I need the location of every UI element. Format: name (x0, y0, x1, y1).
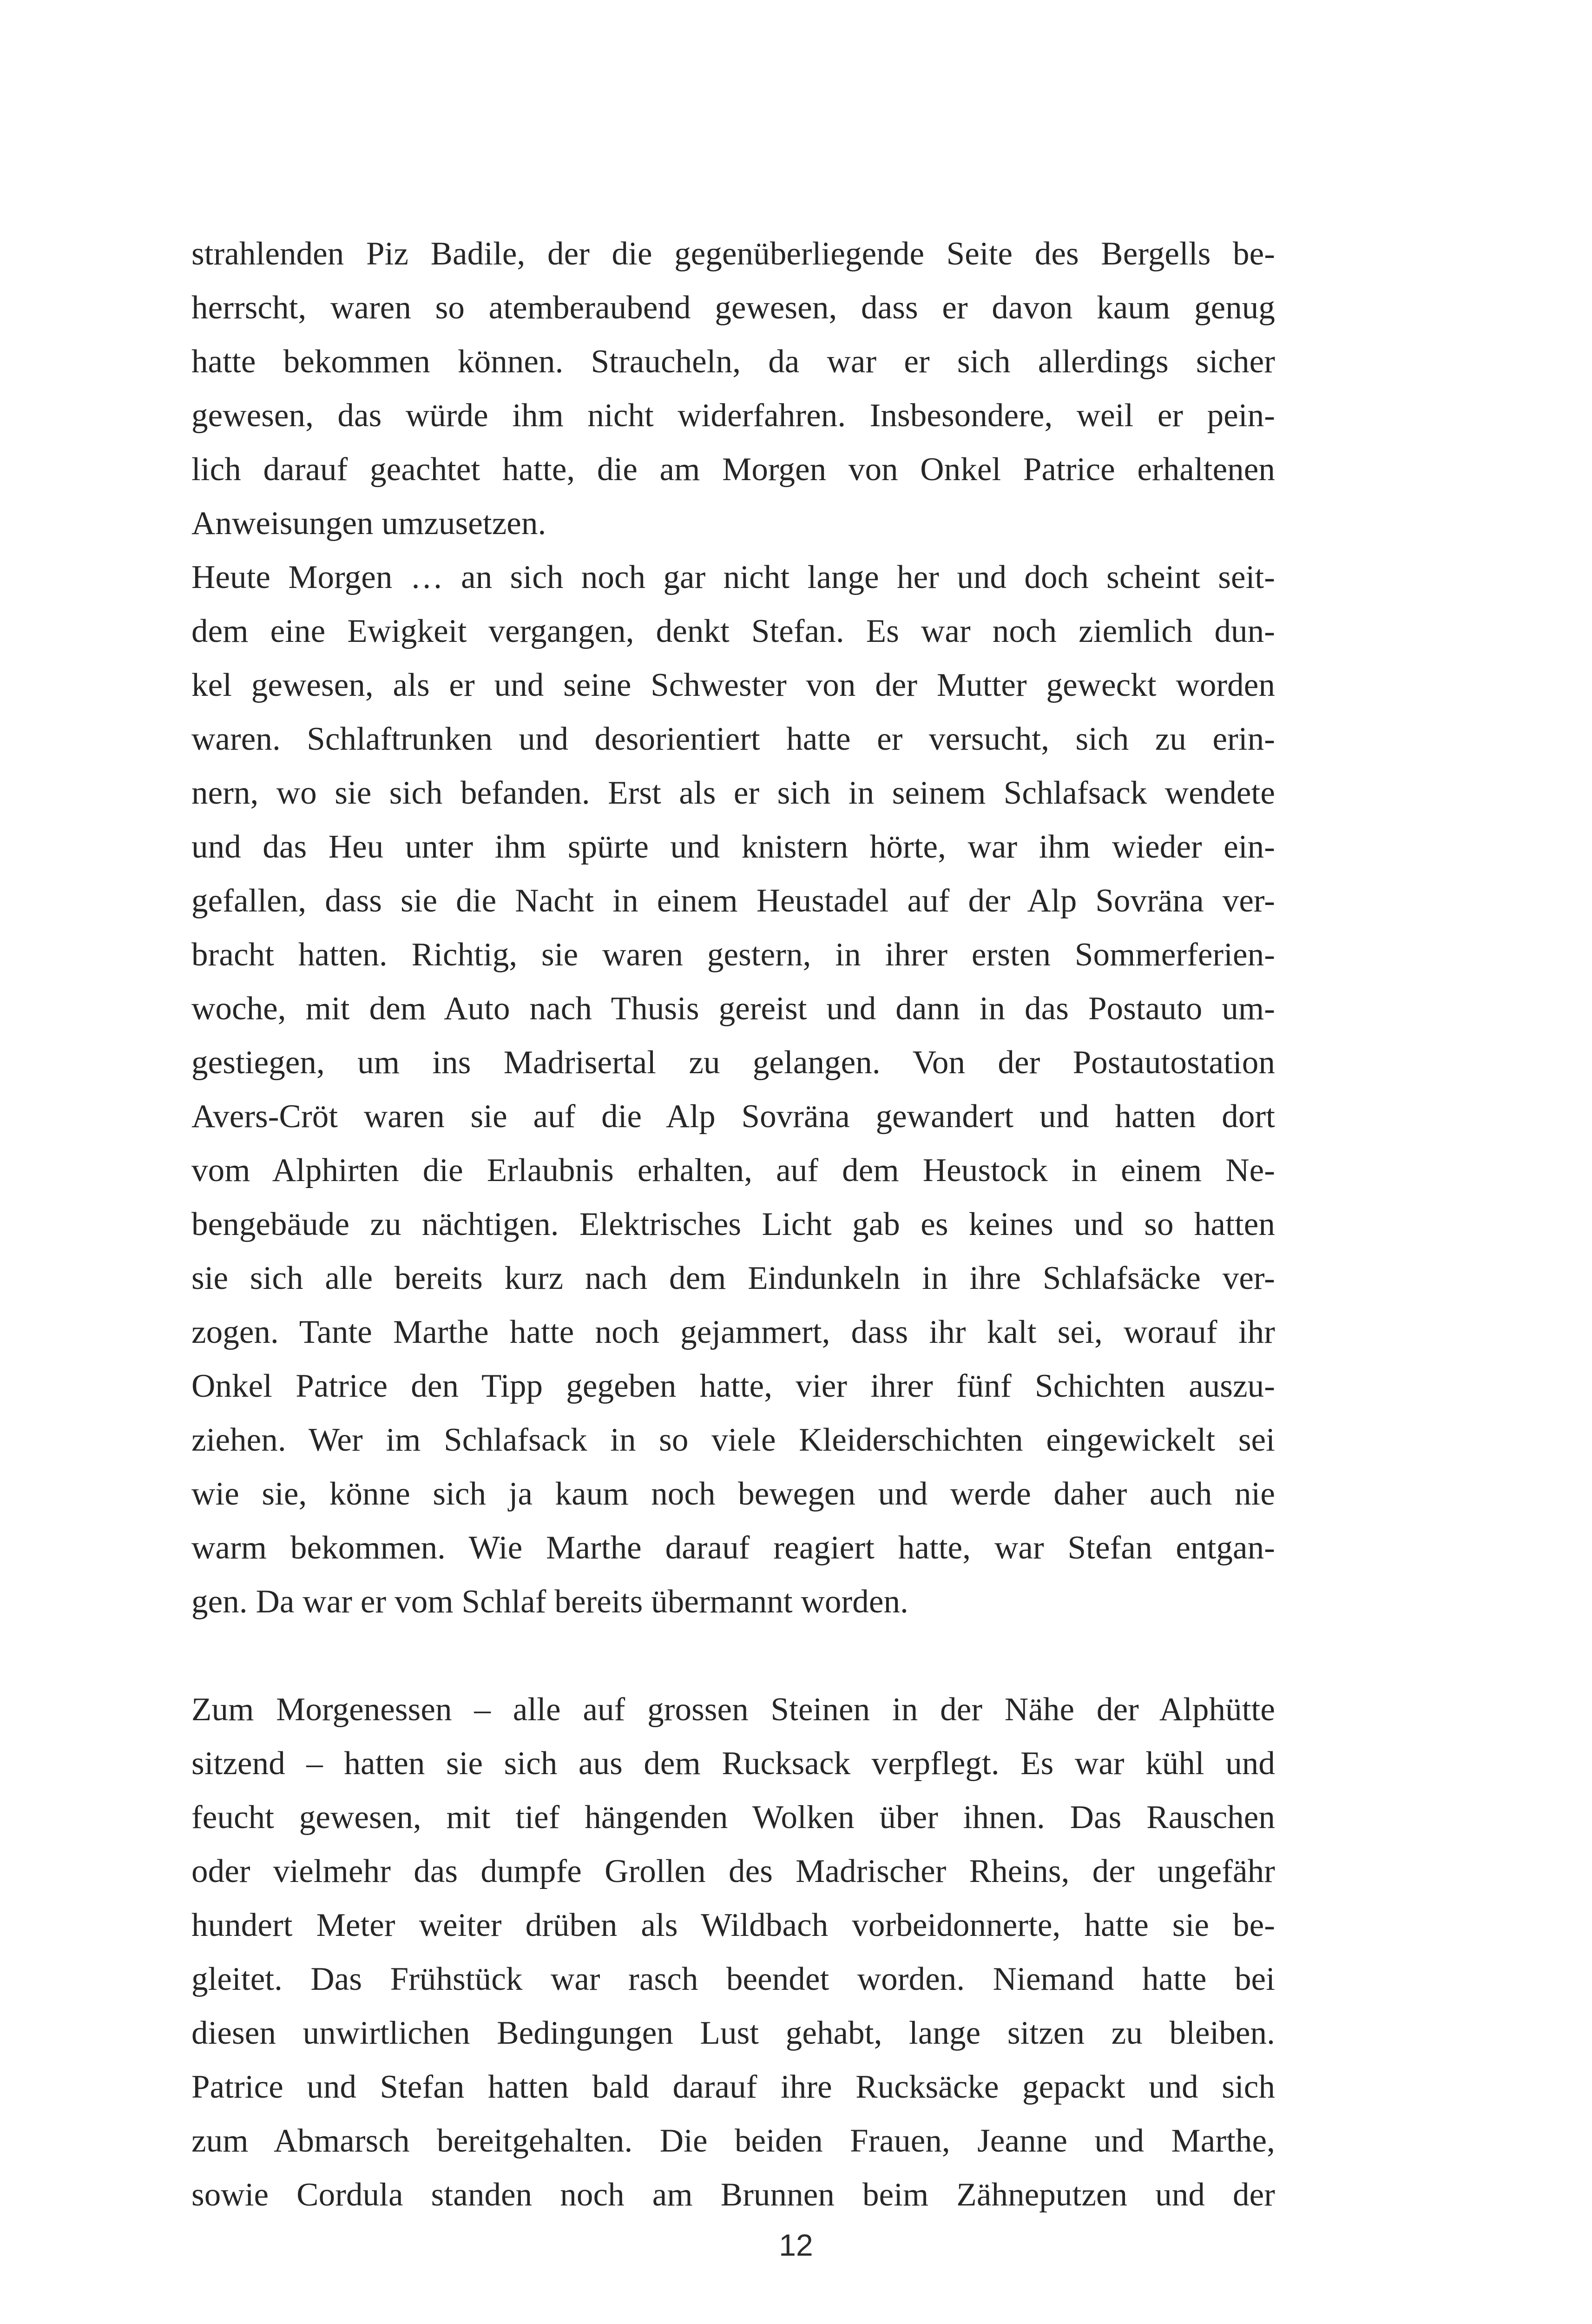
text-line: oder vielmehr das dumpfe Grollen des Madrischer Rheins, der ungefähr (191, 1853, 1275, 1889)
text-line: Zum Morgenessen – alle auf grossen Steinen in der Nähe der Alphütte (191, 1691, 1275, 1728)
text-line: gewesen, das würde ihm nicht widerfahren. Insbesondere, weil er pein- (191, 397, 1275, 434)
text-line: zum Abmarsch bereitgehalten. Die beiden Frauen, Jeanne und Marthe, (191, 2123, 1275, 2159)
text-line: diesen unwirtlichen Bedingungen Lust gehabt, lange sitzen zu bleiben. (191, 2015, 1275, 2051)
page-number: 12 (779, 2228, 813, 2262)
text-line: bracht hatten. Richtig, sie waren gestern, in ihrer ersten Sommerferien- (191, 937, 1275, 973)
paragraph-3 (191, 1683, 1275, 2222)
text-line: woche, mit dem Auto nach Thusis gereist und dann in das Postauto um- (191, 990, 1275, 1027)
text-line: Heute Morgen … an sich noch gar nicht lange her und doch scheint seit- (191, 559, 1275, 595)
text-line: bengebäude zu nächtigen. Elektrisches Licht gab es keines und so hatten (191, 1206, 1275, 1242)
text-line: strahlenden Piz Badile, der die gegenüberliegende Seite des Bergells be- (191, 236, 1275, 272)
text-line: wie sie, könne sich ja kaum noch bewegen und werde daher auch nie (191, 1476, 1275, 1512)
text-line: kel gewesen, als er und seine Schwester von der Mutter geweckt worden (191, 667, 1275, 703)
text-line: vom Alphirten die Erlaubnis erhalten, auf dem Heustock in einem Ne- (191, 1152, 1275, 1188)
page-text (191, 227, 1275, 2222)
text-line: sitzend – hatten sie sich aus dem Rucksack verpflegt. Es war kühl und (191, 1745, 1275, 1782)
text-line: nern, wo sie sich befanden. Erst als er sich in seinem Schlafsack wendete (191, 775, 1275, 811)
text-line: feucht gewesen, mit tief hängenden Wolken über ihnen. Das Rauschen (191, 1799, 1275, 1835)
text-line: herrscht, waren so atemberaubend gewesen, dass er davon kaum genug (191, 290, 1275, 326)
text-line: gestiegen, um ins Madrisertal zu gelangen. Von der Postautostation (191, 1044, 1275, 1081)
text-line: sowie Cordula standen noch am Brunnen beim Zähneputzen und der (191, 2177, 1275, 2213)
text-line: und das Heu unter ihm spürte und knistern hörte, war ihm wieder ein- (191, 829, 1275, 865)
text-line: Avers-Cröt waren sie auf die Alp Sovräna gewandert und hatten dort (191, 1098, 1275, 1135)
text-line: ziehen. Wer im Schlafsack in so viele Kleiderschichten eingewickelt sei (191, 1422, 1275, 1458)
text-line: warm bekommen. Wie Marthe darauf reagiert hatte, war Stefan entgan- (191, 1530, 1275, 1566)
text-line: Anweisungen umzusetzen. (191, 505, 546, 541)
paragraph-2 (191, 550, 1275, 1629)
text-line: gefallen, dass sie die Nacht in einem Heustadel auf der Alp Sovräna ver- (191, 883, 1275, 919)
text-line: hundert Meter weiter drüben als Wildbach vorbeidonnerte, hatte sie be- (191, 1907, 1275, 1943)
text-line: zogen. Tante Marthe hatte noch gejammert, dass ihr kalt sei, worauf ihr (191, 1314, 1275, 1350)
paragraph-gap (191, 1629, 1275, 1683)
text-line: lich darauf geachtet hatte, die am Morgen von Onkel Patrice erhaltenen (191, 451, 1275, 488)
text-line: waren. Schlaftrunken und desorientiert hatte er versucht, sich zu erin- (191, 721, 1275, 757)
paragraph-1 (191, 227, 1275, 550)
text-line: dem eine Ewigkeit vergangen, denkt Stefan. Es war noch ziemlich dun- (191, 613, 1275, 649)
text-line: Onkel Patrice den Tipp gegeben hatte, vier ihrer fünf Schichten auszu- (191, 1368, 1275, 1404)
text-line: gleitet. Das Frühstück war rasch beendet worden. Niemand hatte bei (191, 1961, 1275, 1997)
text-line: Patrice und Stefan hatten bald darauf ihre Rucksäcke gepackt und sich (191, 2069, 1275, 2105)
text-line: hatte bekommen können. Straucheln, da war er sich allerdings sicher (191, 343, 1275, 380)
text-line: sie sich alle bereits kurz nach dem Eindunkeln in ihre Schlafsäcke ver- (191, 1260, 1275, 1296)
text-line: gen. Da war er vom Schlaf bereits übermannt worden. (191, 1584, 908, 1620)
